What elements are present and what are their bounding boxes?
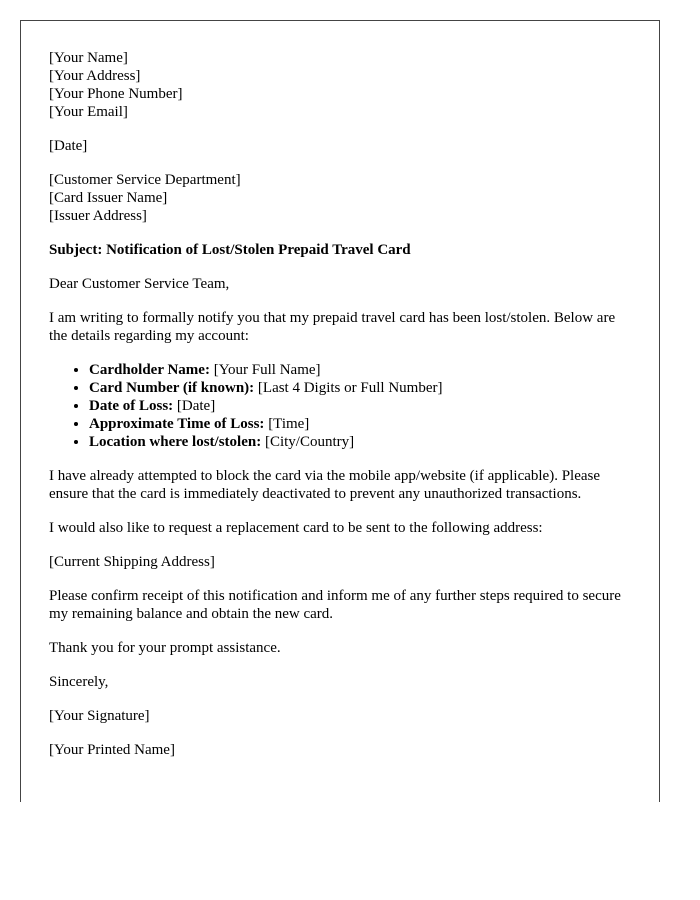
recipient-issuer-name: [Card Issuer Name] bbox=[49, 190, 168, 206]
shipping-address: [Current Shipping Address] bbox=[49, 554, 215, 570]
sender-address: [Your Address] bbox=[49, 68, 141, 84]
signature: [Your Signature] bbox=[49, 708, 150, 724]
detail-item-time-of-loss bbox=[89, 415, 631, 433]
subject-line: Subject: Notification of Lost/Stolen Prepaid Travel Card bbox=[49, 242, 411, 258]
detail-value: [Your Full Name] bbox=[209, 362, 321, 378]
letter-date: [Date] bbox=[49, 138, 88, 154]
printed-name: [Your Printed Name] bbox=[49, 742, 175, 758]
recipient-block bbox=[49, 171, 631, 225]
detail-value: [Last 4 Digits or Full Number] bbox=[254, 380, 443, 396]
detail-item-date-of-loss bbox=[89, 397, 631, 415]
detail-item-card-number bbox=[89, 379, 631, 397]
sender-email: [Your Email] bbox=[49, 104, 128, 120]
thanks-paragraph: Thank you for your prompt assistance. bbox=[49, 640, 281, 656]
detail-label: Approximate Time of Loss: bbox=[89, 416, 265, 432]
recipient-issuer-address: [Issuer Address] bbox=[49, 208, 147, 224]
block-card-paragraph: I have already attempted to block the card via the mobile app/website (if applicable). Please ensure that the card is immediately deactivated to prevent any unauthorized transactions. bbox=[49, 468, 601, 502]
detail-value: [Date] bbox=[173, 398, 216, 414]
detail-label: Cardholder Name: bbox=[89, 362, 210, 378]
sender-block bbox=[49, 49, 631, 121]
detail-item-location bbox=[89, 433, 631, 451]
detail-value: [Time] bbox=[264, 416, 310, 432]
salutation: Dear Customer Service Team, bbox=[49, 276, 230, 292]
recipient-department: [Customer Service Department] bbox=[49, 172, 241, 188]
detail-label: Card Number (if known): bbox=[89, 380, 255, 396]
confirm-paragraph: Please confirm receipt of this notification and inform me of any further steps required to secure my remaining balance and obtain the new card. bbox=[49, 588, 621, 622]
detail-label: Location where lost/stolen: bbox=[89, 434, 262, 450]
detail-value: [City/Country] bbox=[261, 434, 355, 450]
detail-item-cardholder-name bbox=[89, 361, 631, 379]
details-list bbox=[49, 361, 631, 451]
detail-label: Date of Loss: bbox=[89, 398, 174, 414]
closing: Sincerely, bbox=[49, 674, 109, 690]
replacement-paragraph: I would also like to request a replacement card to be sent to the following address: bbox=[49, 520, 543, 536]
letter-page bbox=[20, 20, 660, 802]
sender-phone: [Your Phone Number] bbox=[49, 86, 183, 102]
intro-paragraph: I am writing to formally notify you that my prepaid travel card has been lost/stolen. Below are the details regarding my account: bbox=[49, 310, 616, 344]
sender-name: [Your Name] bbox=[49, 50, 128, 66]
